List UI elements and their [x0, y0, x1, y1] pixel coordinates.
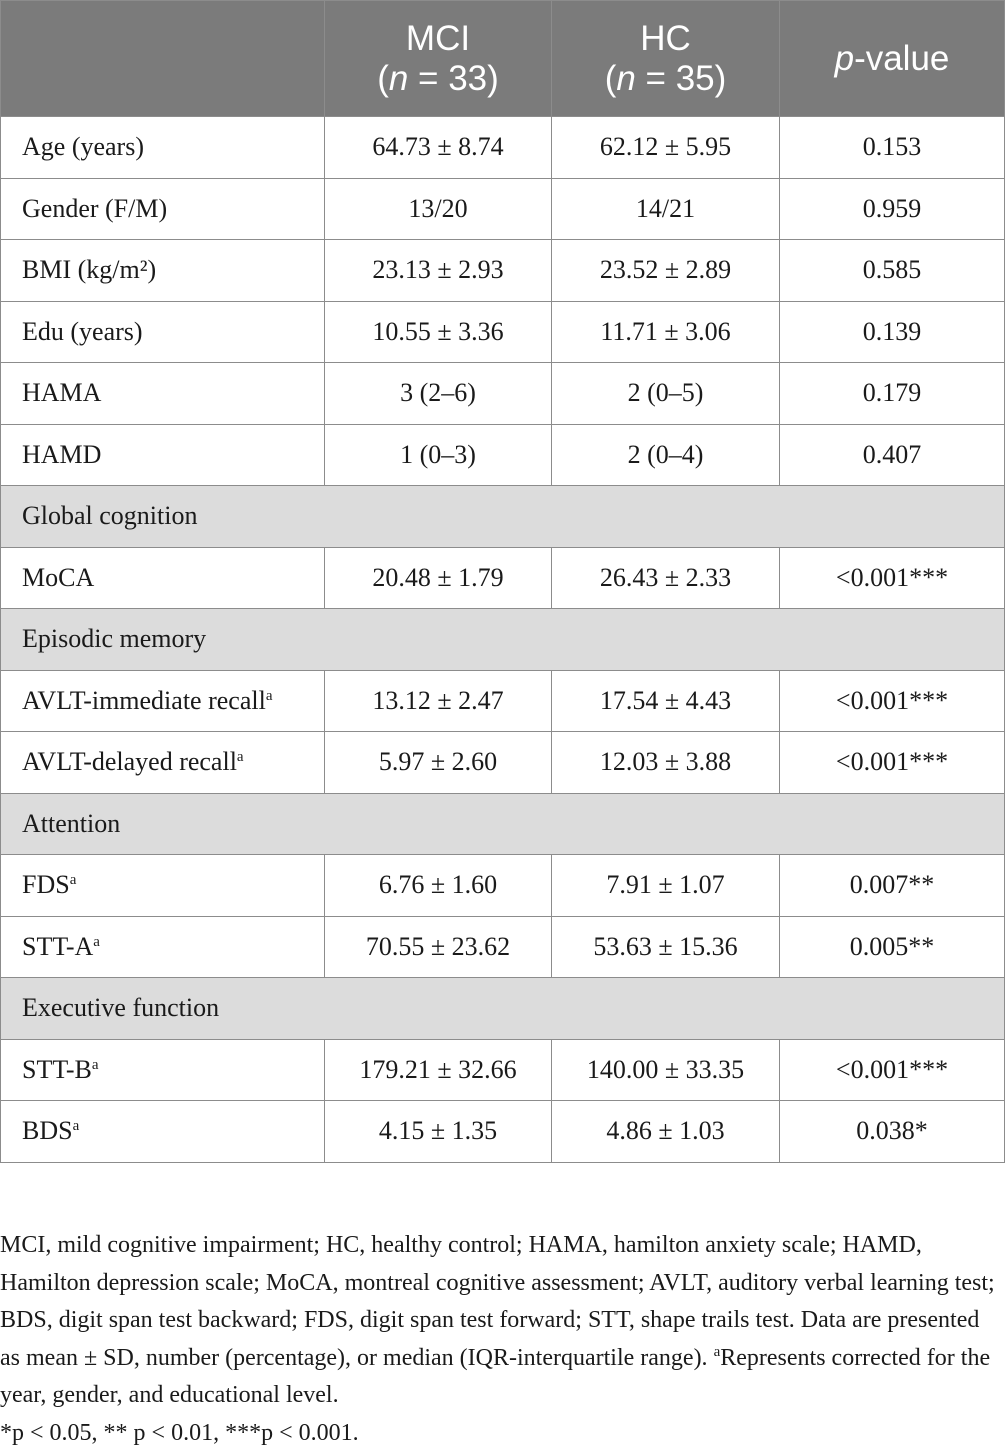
footnote-significance: *p < 0.05, ** p < 0.01, ***p < 0.001.: [0, 1419, 359, 1446]
row-label-superscript: a: [236, 749, 244, 766]
row-label-cell: [1, 363, 325, 425]
section-header-label: Episodic memory: [1, 609, 1005, 671]
row-label-superscript: a: [265, 687, 273, 704]
header-mci-label: MCI: [405, 18, 471, 58]
mci-value-cell: 4.15 ± 1.35: [325, 1101, 552, 1163]
section-header-row: [1, 486, 1005, 548]
p-value-cell: <0.001***: [780, 1039, 1005, 1101]
table-footnote: [0, 1227, 1004, 1452]
footnote-abbreviations: MCI, mild cognitive impairment; HC, healthy control; HAMA, hamilton anxiety scale; HAMD, Hamilton depression scale; MoCA, montreal cognitive assessment; AVLT, auditory verbal learning test; BDS, digit span test backward; FDS, digit span test forward; STT, shape trails test. Data are presented as mean ± SD, number (percentage), or median (IQR-interquartile range).: [0, 1232, 995, 1371]
hc-value-cell: 14/21: [552, 178, 780, 240]
hc-value-cell: 53.63 ± 15.36: [552, 916, 780, 978]
row-label-cell: [1, 916, 325, 978]
mci-value-cell: 23.13 ± 2.93: [325, 240, 552, 302]
hc-value-cell: 7.91 ± 1.07: [552, 855, 780, 917]
hc-value-cell: 4.86 ± 1.03: [552, 1101, 780, 1163]
row-label-cell: [1, 1039, 325, 1101]
header-hc-label: HC: [640, 18, 691, 58]
section-header-label: Global cognition: [1, 486, 1005, 548]
table-row: [1, 301, 1005, 363]
section-header-label: Executive function: [1, 978, 1005, 1040]
p-value-cell: 0.179: [780, 363, 1005, 425]
table-row: [1, 240, 1005, 302]
header-empty-cell: [1, 1, 325, 117]
p-value-cell: 0.407: [780, 424, 1005, 486]
hc-value-cell: 23.52 ± 2.89: [552, 240, 780, 302]
header-p-label: p-value: [834, 38, 950, 78]
row-label: HAMD: [22, 439, 102, 469]
row-label-superscript: a: [72, 1118, 80, 1135]
mci-value-cell: 20.48 ± 1.79: [325, 547, 552, 609]
row-label: Age (years): [22, 132, 144, 162]
table-row: [1, 547, 1005, 609]
p-value-cell: 0.007**: [780, 855, 1005, 917]
row-label: AVLT-immediate recall: [22, 685, 266, 715]
row-label-cell: [1, 301, 325, 363]
mci-value-cell: 10.55 ± 3.36: [325, 301, 552, 363]
row-label: AVLT-delayed recall: [22, 747, 237, 777]
mci-value-cell: 6.76 ± 1.60: [325, 855, 552, 917]
mci-value-cell: 5.97 ± 2.60: [325, 732, 552, 794]
hc-value-cell: 62.12 ± 5.95: [552, 117, 780, 179]
hc-value-cell: 2 (0–4): [552, 424, 780, 486]
row-label: MoCA: [22, 562, 95, 592]
header-hc-n: (n = 35): [604, 58, 727, 98]
table-body: [1, 117, 1005, 1163]
row-label-superscript: a: [69, 872, 77, 889]
table-row: [1, 670, 1005, 732]
row-label-superscript: a: [93, 933, 100, 950]
mci-value-cell: 13.12 ± 2.47: [325, 670, 552, 732]
row-label: STT-A: [22, 931, 94, 961]
footnote-text: [0, 1227, 1004, 1415]
mci-value-cell: 1 (0–3): [325, 424, 552, 486]
p-value-cell: 0.139: [780, 301, 1005, 363]
row-label-cell: [1, 424, 325, 486]
table-row: [1, 855, 1005, 917]
p-value-cell: <0.001***: [780, 547, 1005, 609]
p-value-cell: 0.959: [780, 178, 1005, 240]
table-row: [1, 178, 1005, 240]
row-label-cell: [1, 855, 325, 917]
hc-value-cell: 12.03 ± 3.88: [552, 732, 780, 794]
row-label-cell: [1, 670, 325, 732]
row-label-cell: [1, 1101, 325, 1163]
header-mci: [325, 1, 552, 117]
hc-value-cell: 11.71 ± 3.06: [552, 301, 780, 363]
section-header-row: [1, 609, 1005, 671]
table-row: [1, 732, 1005, 794]
hc-value-cell: 2 (0–5): [552, 363, 780, 425]
p-value-cell: <0.001***: [780, 670, 1005, 732]
p-value-cell: 0.585: [780, 240, 1005, 302]
row-label: FDS: [22, 870, 70, 900]
table-row: [1, 117, 1005, 179]
mci-value-cell: 64.73 ± 8.74: [325, 117, 552, 179]
table-row: [1, 1039, 1005, 1101]
section-header-row: [1, 978, 1005, 1040]
row-label-cell: [1, 178, 325, 240]
hc-value-cell: 140.00 ± 33.35: [552, 1039, 780, 1101]
p-value-cell: 0.038*: [780, 1101, 1005, 1163]
hc-value-cell: 26.43 ± 2.33: [552, 547, 780, 609]
section-header-label: Attention: [1, 793, 1005, 855]
header-row: [1, 1, 1005, 117]
row-label-cell: [1, 732, 325, 794]
row-label: Edu (years): [22, 316, 143, 346]
row-label-superscript: a: [91, 1056, 99, 1073]
header-p-value: [780, 1, 1005, 117]
table-row: [1, 424, 1005, 486]
mci-value-cell: 70.55 ± 23.62: [325, 916, 552, 978]
table-row: [1, 916, 1005, 978]
row-label-cell: [1, 547, 325, 609]
row-label: STT-B: [22, 1054, 92, 1084]
row-label-cell: [1, 240, 325, 302]
table-row: [1, 1101, 1005, 1163]
mci-value-cell: 3 (2–6): [325, 363, 552, 425]
row-label: BDS: [22, 1116, 73, 1146]
table-row: [1, 363, 1005, 425]
mci-value-cell: 13/20: [325, 178, 552, 240]
section-header-row: [1, 793, 1005, 855]
row-label: HAMA: [22, 378, 102, 408]
header-mci-n: (n = 33): [377, 58, 499, 98]
p-value-cell: <0.001***: [780, 732, 1005, 794]
footnote-correction: Represents corrected for the year, gender, and educational level.: [0, 1344, 991, 1408]
footnote-sup-marker: a: [713, 1343, 721, 1360]
row-label: Gender (F/M): [22, 193, 168, 223]
row-label-cell: [1, 117, 325, 179]
mci-value-cell: 179.21 ± 32.66: [325, 1039, 552, 1101]
header-hc: [552, 1, 780, 117]
p-value-cell: 0.005**: [780, 916, 1005, 978]
p-value-cell: 0.153: [780, 117, 1005, 179]
hc-value-cell: 17.54 ± 4.43: [552, 670, 780, 732]
row-label: BMI (kg/m²): [22, 255, 157, 285]
